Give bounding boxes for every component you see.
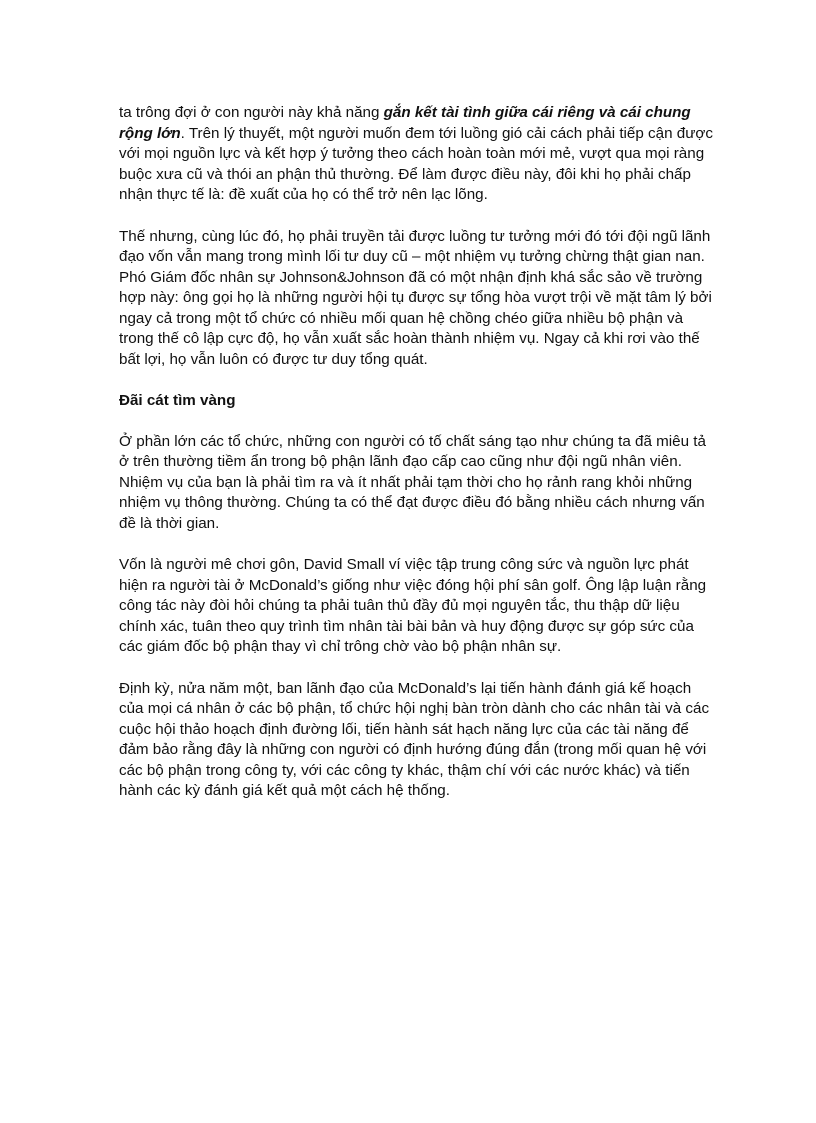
paragraph-4: Vốn là người mê chơi gôn, David Small ví việc tập trung công sức và nguồn lực phát hiện ra người tài ở McDonald’s giống như việc đóng hội phí sân golf. Ông lập luận rằng công tác này đòi hỏi chúng ta phải tuân thủ đầy đủ mọi nguyên tắc, thu thập dữ liệu chính xác, tuân theo quy trình tìm nhân tài bài bản và huy động được sự góp sức của các giám đốc bộ phận thay vì chỉ trông chờ vào bộ phận nhân sự. [119, 556, 707, 655]
section-heading: Đãi cát tìm vàng [119, 392, 236, 409]
paragraph-1-emphasis: gắn kết tài tình giữa cái riêng và cái chung rộng lớn [119, 104, 691, 142]
paragraph-5: Định kỳ, nửa năm một, ban lãnh đạo của McDonald’s lại tiến hành đánh giá kế hoạch của mọi cá nhân ở các bộ phận, tổ chức hội nghị bàn tròn dành cho các nhân tài và các cuộc hội thảo hoạch định đường lối, tiến hành sát hạch năng lực của các tài năng để đảm bảo rằng đây là những con người có định hướng đúng đắn (trong mối quan hệ với các bộ phận trong công ty, với các công ty khác, thậm chí với các nước khác) và tiến hành các kỳ đánh giá kết quả một cách hệ thống. [119, 679, 710, 799]
paragraph-1-text-end: . Trên lý thuyết, một người muốn đem tới luồng gió cải cách phải tiếp cận được với mọi nguồn lực và kết hợp ý tưởng theo cách hoàn toàn mới mẻ, vượt qua mọi ràng buộc xưa cũ và thói an phận thủ thường. Để làm được điều này, đôi khi họ phải chấp nhận thực tế là: đề xuất của họ có thể trở nên lạc lõng. [119, 124, 713, 203]
document-body [119, 103, 715, 823]
paragraph-2: Thế nhưng, cùng lúc đó, họ phải truyền tải được luồng tư tưởng mới đó tới đội ngũ lãnh đạo vốn vẫn mang trong mình lối tư duy cũ – một nhiệm vụ tưởng chừng thật gian nan. Phó Giám đốc nhân sự Johnson&Johnson đã có một nhận định khá sắc sảo về trường hợp này: ông gọi họ là những người hội tụ được sự tổng hòa vượt trội về mặt tâm lý bởi ngay cả trong một tổ chức có nhiều mối quan hệ chồng chéo giữa nhiều bộ phận và trong thế cô lập cực độ, họ vẫn xuất sắc hoàn thành nhiệm vụ. Ngay cả khi rơi vào thế bất lợi, họ vẫn luôn có được tư duy tổng quát. [119, 227, 712, 368]
paragraph-1-text-start: ta trông đợi ở con người này khả năng [119, 104, 384, 121]
paragraph-1 [119, 103, 715, 206]
paragraph-3: Ở phần lớn các tổ chức, những con người có tố chất sáng tạo như chúng ta đã miêu tả ở trên thường tiềm ẩn trong bộ phận lãnh đạo cấp cao cũng như đội ngũ nhân viên. Nhiệm vụ của bạn là phải tìm ra và ít nhất phải tạm thời cho họ rảnh rang khỏi những nhiệm vụ thông thường. Chúng ta có thể đạt được điều đó bằng nhiều cách nhưng vấn đề là thời gian. [119, 432, 706, 532]
